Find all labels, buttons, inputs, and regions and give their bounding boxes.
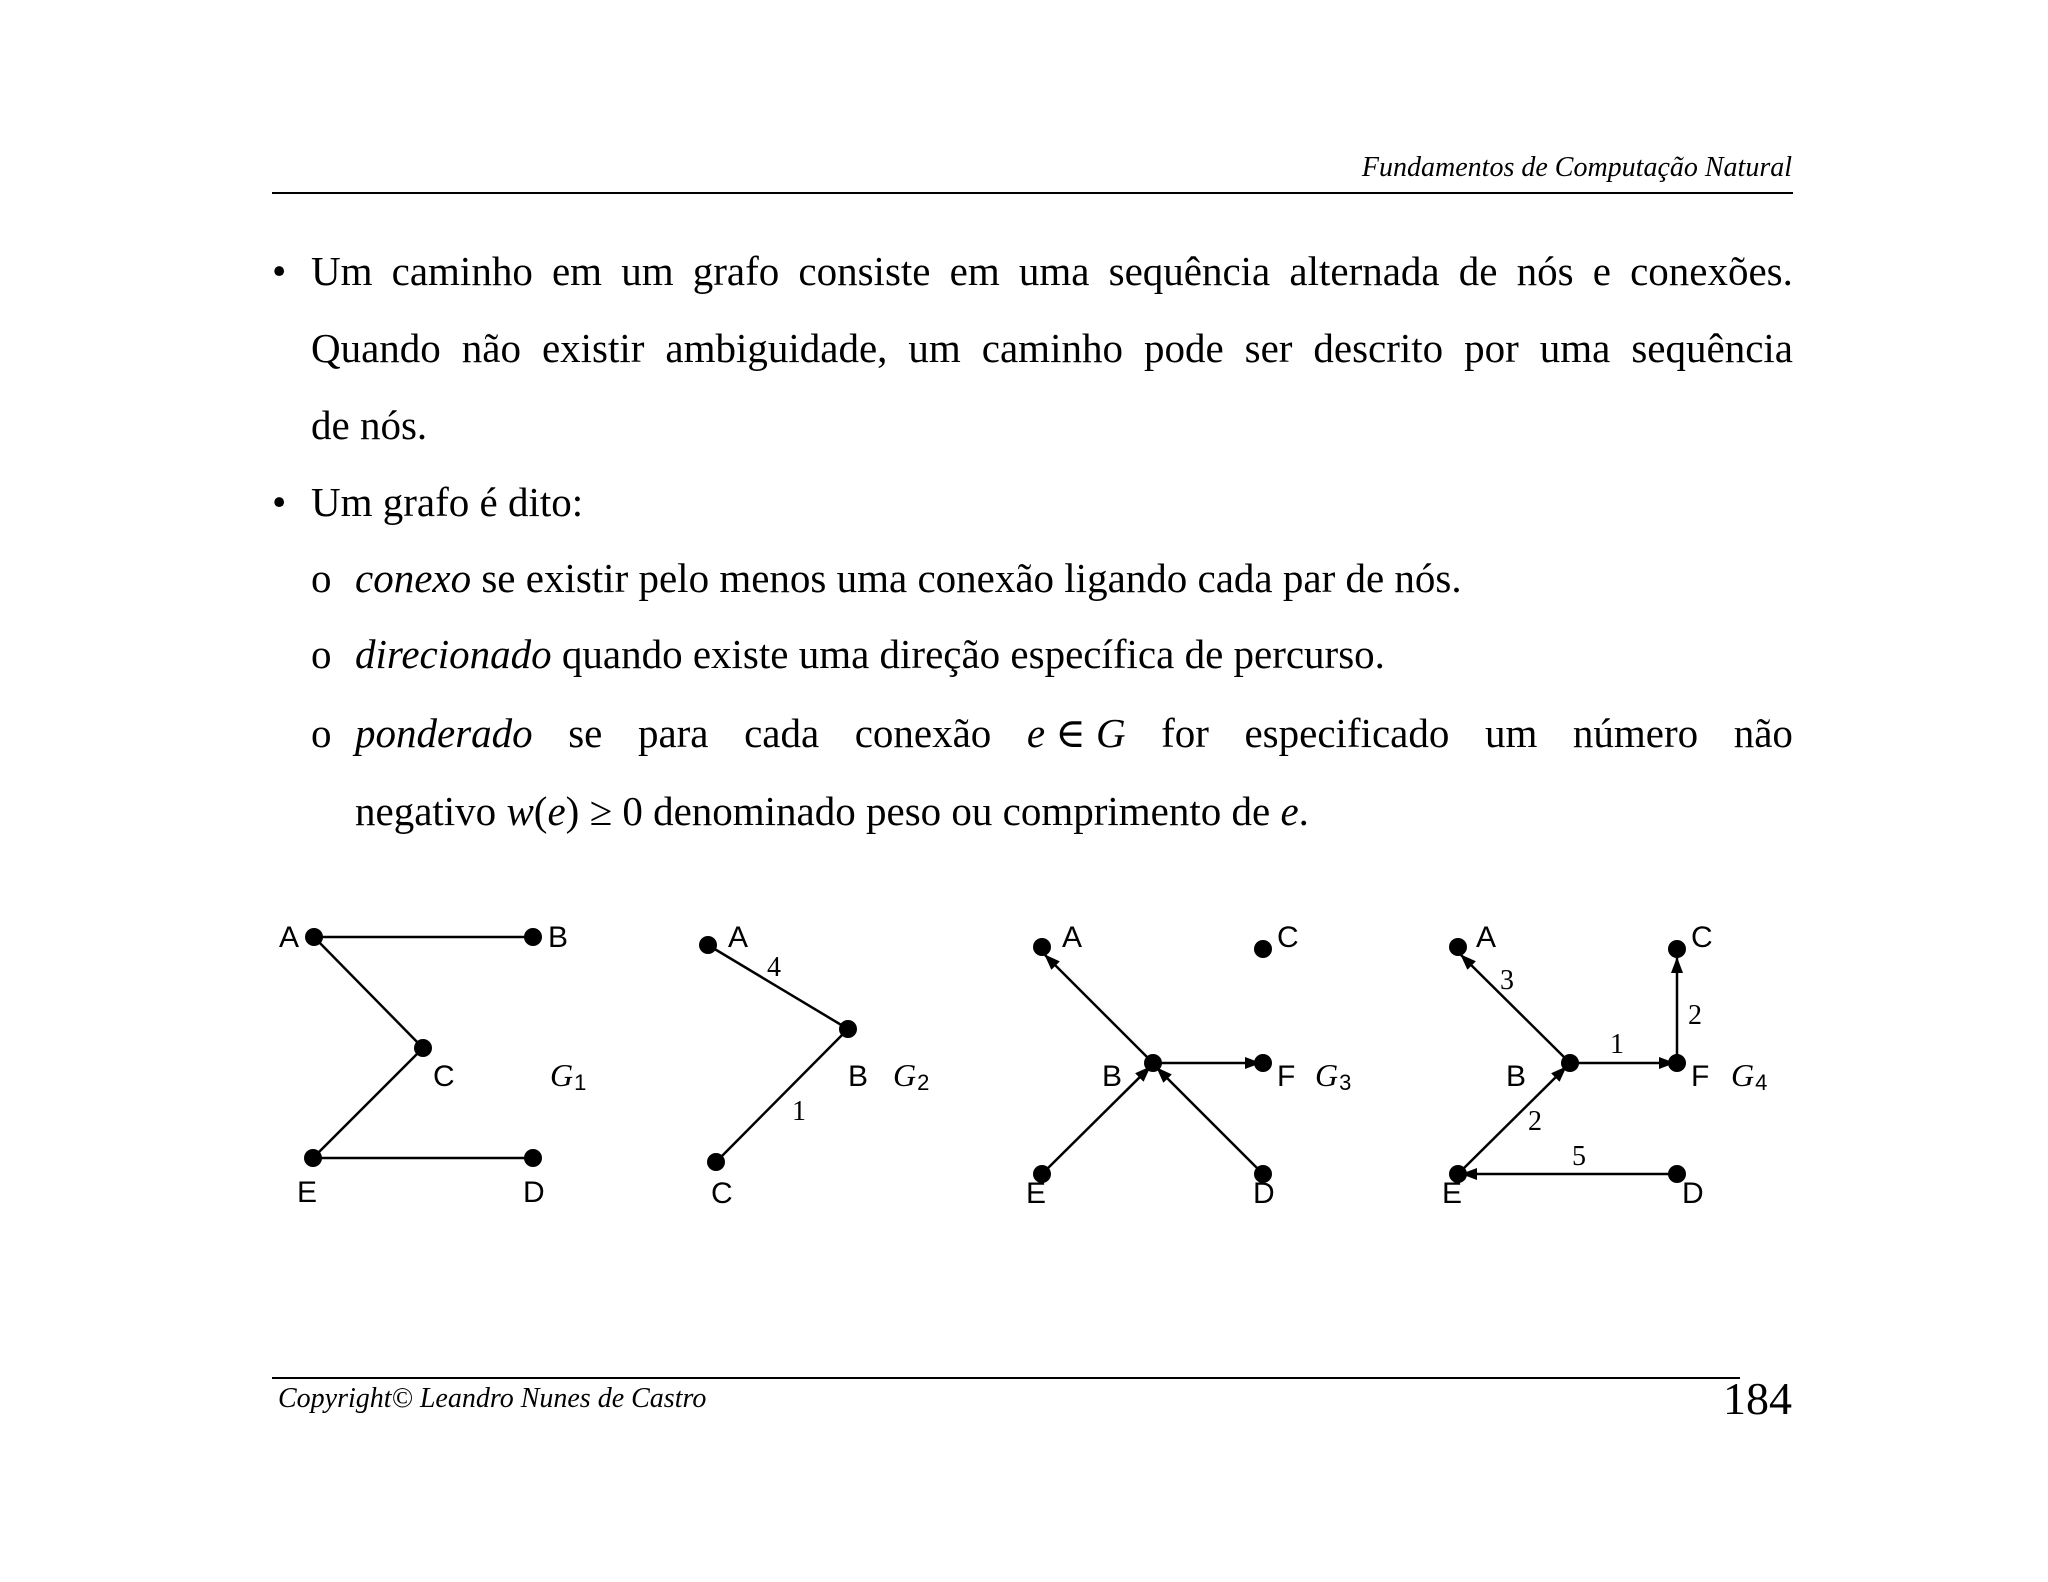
g1-node-d <box>524 1149 542 1167</box>
g4-label-b: B <box>1506 1060 1527 1093</box>
g3-edge-ba <box>1045 955 1153 1063</box>
graph-g3 <box>1026 921 1351 1210</box>
g4-node-f <box>1668 1054 1686 1072</box>
item-direcionado-marker: o <box>311 631 332 677</box>
g3-label-a: A <box>1062 921 1083 954</box>
g3-label-d: D <box>1253 1177 1275 1210</box>
g1-label-c: C <box>433 1060 455 1093</box>
header-rule <box>272 192 1793 194</box>
term-ponderado: ponderado <box>355 710 533 756</box>
g4-name: G4 <box>1731 1057 1768 1095</box>
footer-rule <box>272 1377 1740 1379</box>
g2-name: G2 <box>893 1057 930 1095</box>
item-direcionado: direcionado quando existe uma direção específica de percurso. <box>355 631 1385 677</box>
graph-g4 <box>1442 921 1767 1210</box>
copyright-text: Copyright© Leandro Nunes de Castro <box>278 1383 707 1414</box>
g3-node-f <box>1254 1054 1272 1072</box>
g1-edge-ce <box>313 1048 423 1158</box>
g3-name: G3 <box>1315 1057 1352 1095</box>
bullet-2-marker: • <box>272 479 287 525</box>
item-conexo-marker: o <box>311 555 332 601</box>
bullet-1-marker: • <box>272 248 287 294</box>
g3-label-f: F <box>1277 1060 1296 1093</box>
g4-weight-ba: 3 <box>1500 965 1514 996</box>
g3-edge-db <box>1157 1068 1263 1174</box>
g4-label-e: E <box>1442 1177 1463 1210</box>
g3-node-a <box>1033 938 1051 956</box>
g1-node-e <box>304 1149 322 1167</box>
g1-edge-ac <box>314 937 423 1048</box>
g3-label-b: B <box>1102 1060 1123 1093</box>
g4-label-d: D <box>1682 1177 1704 1210</box>
item-ponderado-marker: o <box>311 710 332 756</box>
g2-label-a: A <box>728 921 749 954</box>
term-direcionado: direcionado <box>355 631 552 677</box>
g4-weight-eb: 2 <box>1528 1106 1542 1137</box>
g1-node-c <box>414 1039 432 1057</box>
graph-g1 <box>279 921 586 1209</box>
item-conexo: conexo se existir pelo menos uma conexão ligando cada par de nós. <box>355 555 1462 601</box>
g2-label-c: C <box>711 1177 733 1210</box>
g2-weight-ab: 4 <box>767 952 781 983</box>
page-number: 184 <box>1723 1373 1792 1424</box>
running-header-title: Fundamentos de Computação Natural <box>1361 152 1792 183</box>
bullet-1-line-2: Quando não existir ambiguidade, um caminho pode ser descrito por uma sequência <box>311 325 1793 371</box>
g3-edge-eb <box>1042 1067 1150 1174</box>
g4-edge-ba <box>1461 955 1570 1063</box>
g4-node-a <box>1449 938 1467 956</box>
g4-node-b <box>1561 1054 1579 1072</box>
g4-node-c <box>1668 940 1686 958</box>
bullet-1-line-3: de nós. <box>311 402 428 448</box>
g1-node-b <box>524 928 542 946</box>
expression-e-in-G: e ∈ G <box>1026 710 1126 756</box>
g4-weight-fc: 2 <box>1688 1000 1702 1031</box>
g2-node-a <box>699 936 717 954</box>
g1-node-a <box>305 928 323 946</box>
g1-label-e: E <box>297 1176 318 1209</box>
g2-node-b <box>839 1020 857 1038</box>
g1-label-a: A <box>279 921 300 954</box>
g2-weight-bc: 1 <box>792 1096 806 1127</box>
item-ponderado-line-2: negativo w(e) ≥ 0 denominado peso ou comprimento de e. <box>355 788 1309 834</box>
g3-node-c <box>1254 940 1272 958</box>
g3-node-b <box>1144 1054 1162 1072</box>
bullet-2-text: Um grafo é dito: <box>311 479 584 525</box>
g4-weight-de: 5 <box>1572 1141 1586 1172</box>
g2-label-b: B <box>848 1060 869 1093</box>
g4-label-f: F <box>1691 1060 1710 1093</box>
g1-name: G1 <box>550 1057 587 1095</box>
g3-label-c: C <box>1277 921 1299 954</box>
g4-weight-bf: 1 <box>1610 1029 1624 1060</box>
g3-label-e: E <box>1026 1177 1047 1210</box>
g4-label-a: A <box>1476 921 1497 954</box>
g4-label-c: C <box>1691 921 1713 954</box>
graphs-figure <box>270 900 1800 1230</box>
g1-label-b: B <box>548 921 569 954</box>
term-conexo: conexo <box>355 555 472 601</box>
bullet-1-line-1: Um caminho em um grafo consiste em uma sequência alternada de nós e conexões. <box>311 248 1793 294</box>
item-ponderado-line-1: ponderado se para cada conexão e ∈ G for especificado um número não <box>355 710 1793 756</box>
g2-edge-bc <box>716 1029 848 1162</box>
g2-node-c <box>707 1153 725 1171</box>
graph-g2 <box>699 921 929 1210</box>
g1-label-d: D <box>523 1176 545 1209</box>
